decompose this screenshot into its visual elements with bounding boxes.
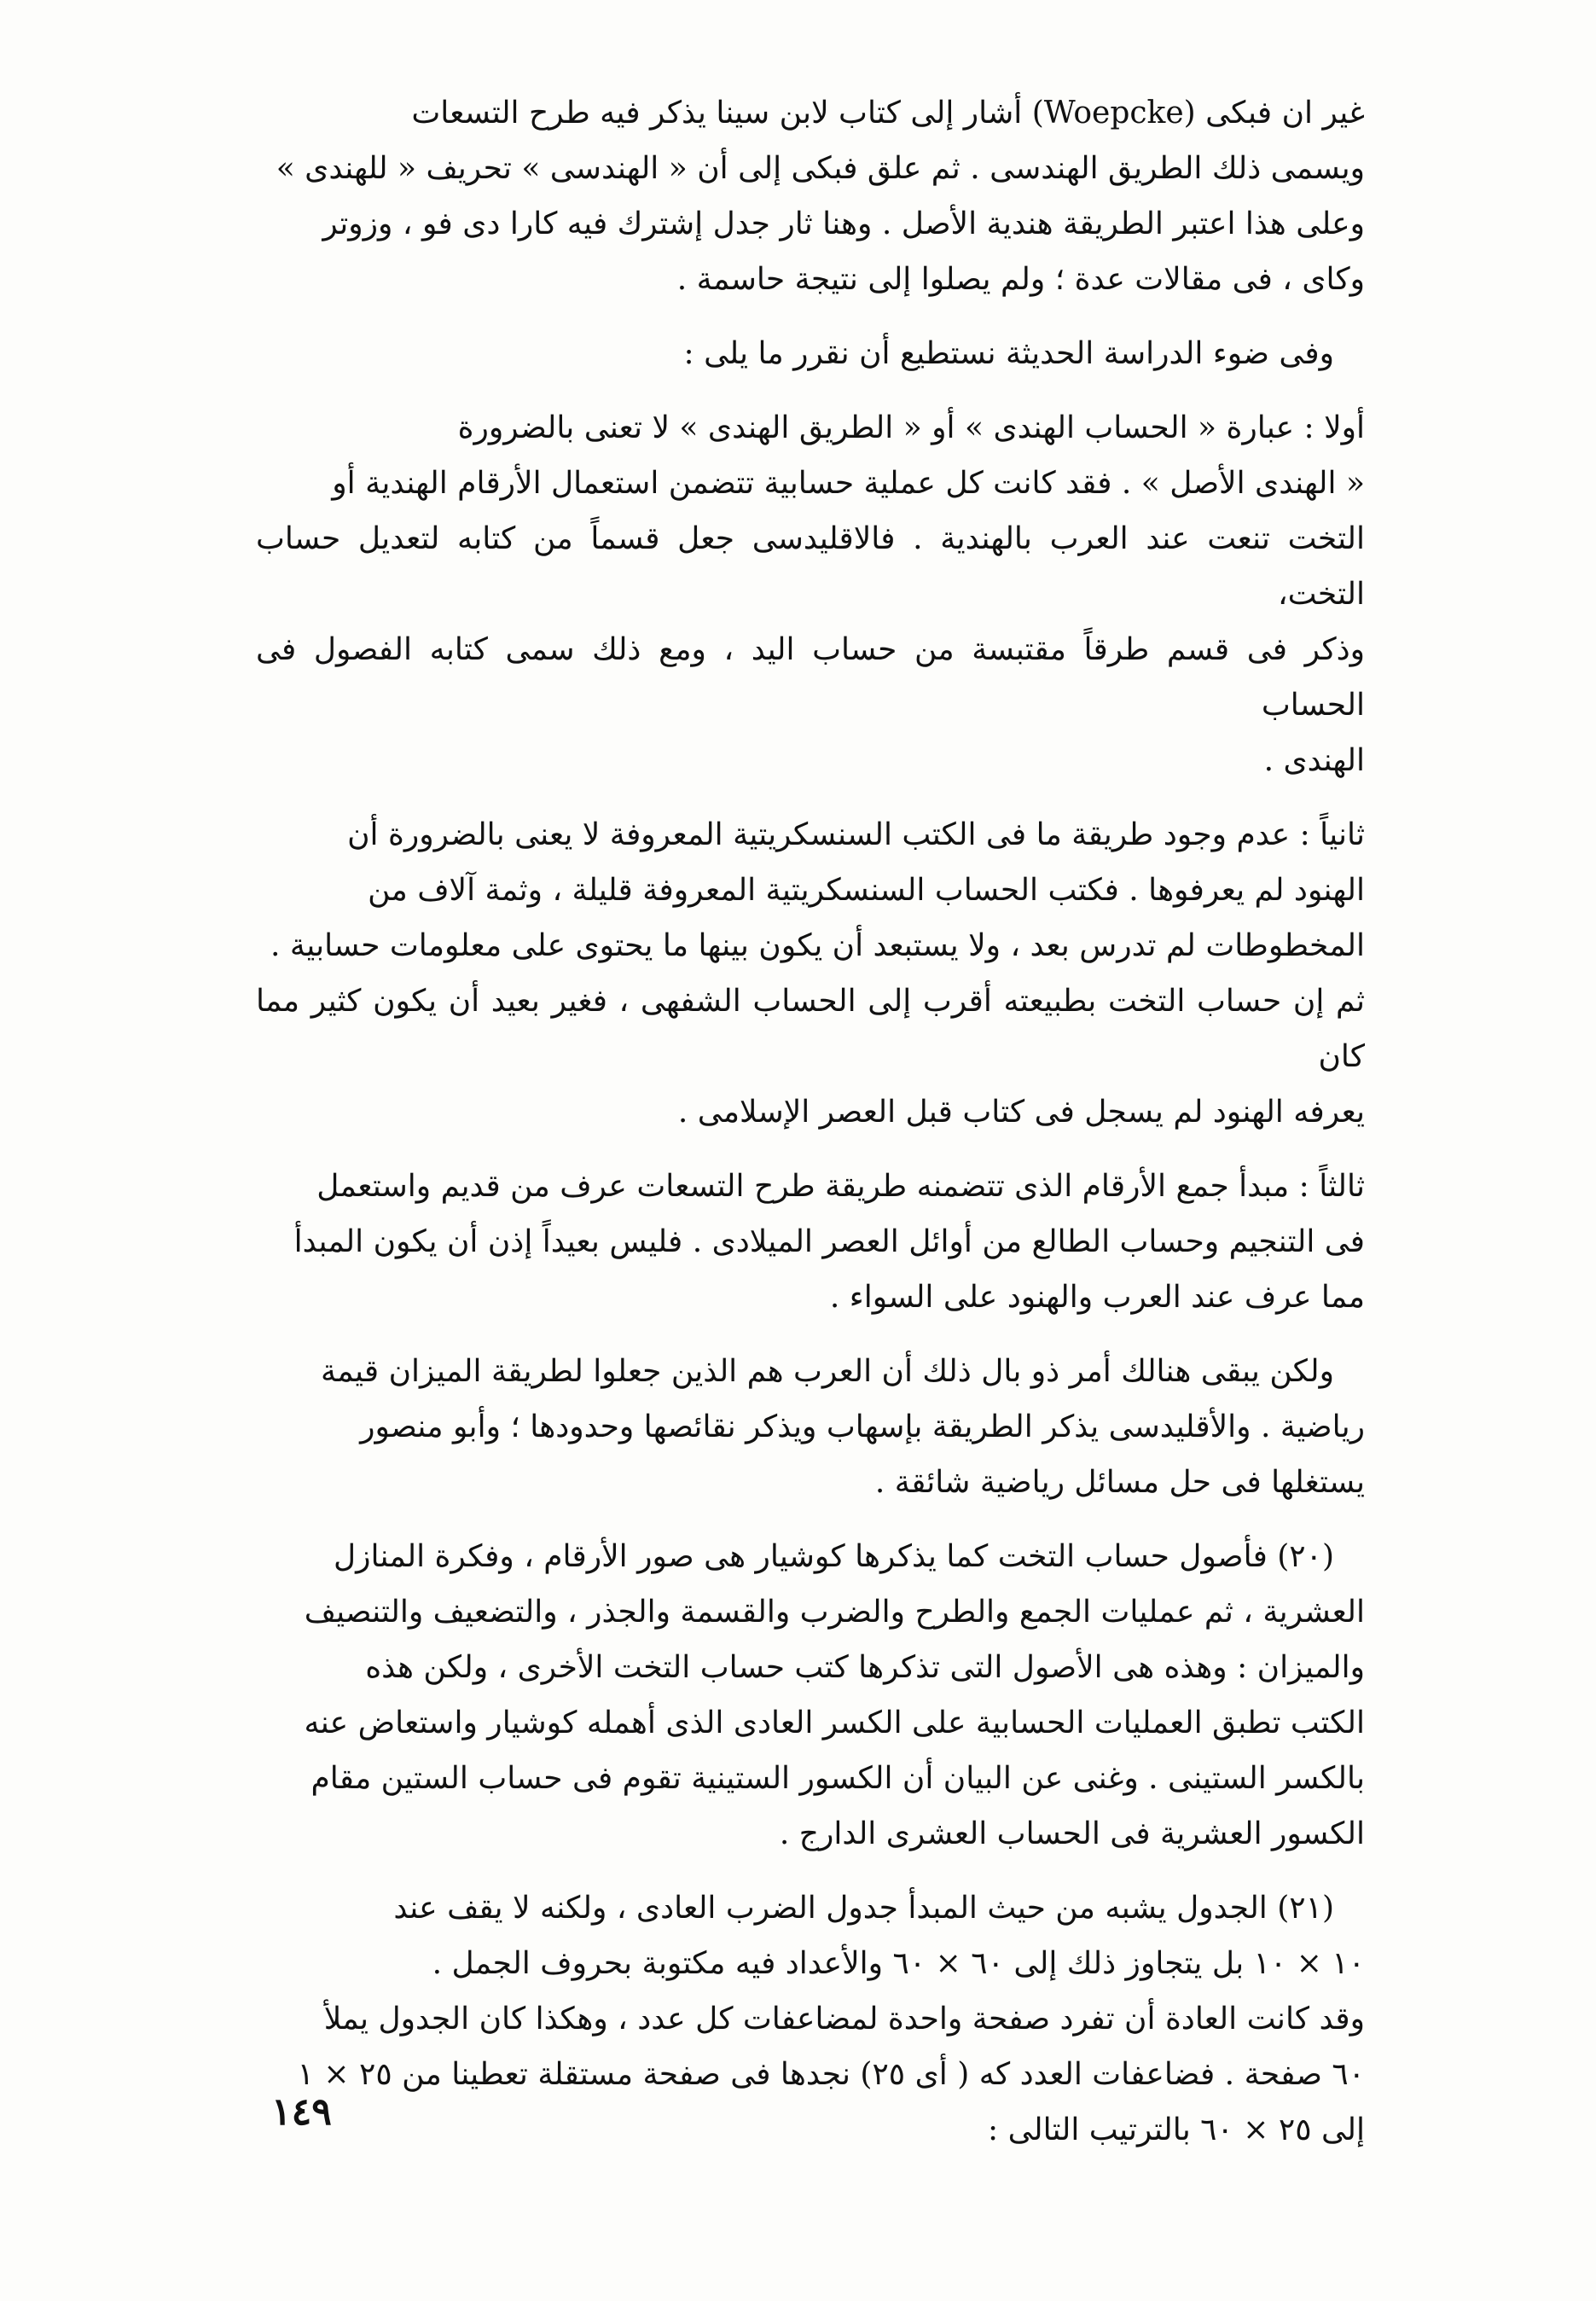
paragraph-woepcke: غير ان فبكى (Woepcke) أشار إلى كتاب لابن سينا يذكر فيه طرح التسعات ويسمى ذلك الطريق الهندسى . ثم علق فبكى إلى أن « الهندسى » تحريف « للهندى » وعلى هذا اعتبر الطريقة هندية الأصل . وهنا ثار جدل إشترك فيه كارا دى فو ، وزوتر وكاى ، فى مقالات عدة ؛ ولم يصلوا إلى نتيجة حاسمة . bbox=[276, 96, 1365, 297]
paragraph-mizan-value: ولكن يبقى هنالك أمر ذو بال ذلك أن العرب هم الذين جعلوا لطريقة الميزان قيمة رياضية . والأقليدسى يذكر الطريقة بإسهاب ويذكر نقائصها وحدودها ؛ وأبو منصور يستغلها فى حل مسائل رياضية شائقة . bbox=[320, 1354, 1365, 1500]
paragraph-second-point: ثانياً : عدم وجود طريقة ما فى الكتب السنسكريتية المعروفة لا يعنى بالضرورة أن الهنود لم يعرفوها . فكتب الحساب السنسكريتية المعروفة قليلة ، وثمة آلاف من المخطوطات لم تدرس بعد ، ولا يستبعد أن يكون بينها ما يحتوى على معلومات حسابية . ثم إن حساب التخت بطبيعته أقرب إلى الحساب الشفهى ، فغير بعيد أن يكون كثير مما كان يعرفه الهنود لم يسجل فى كتاب قبل العصر الإسلامى . bbox=[256, 817, 1365, 1130]
page-number: ١٤٩ bbox=[271, 2090, 332, 2134]
paragraph-first-point: أولا : عبارة « الحساب الهندى » أو « الطريق الهندى » لا تعنى بالضرورة « الهندى الأصل » . فقد كانت كل عملية حسابية تتضمن استعمال الأرقام الهندية أو التخت تنعت عند العرب بالهندية . فالاقليدسى جعل قسماً من كتابه لتعديل حساب التخت، وذكر فى قسم طرقاً مقتبسة من حساب اليد ، ومع ذلك سمى كتابه الفصول فى الحساب الهندى . bbox=[256, 410, 1365, 778]
footnote-21: (٢١) الجدول يشبه من حيث المبدأ جدول الضرب العادى ، ولكنه لا يقف عند ١٠ × ١٠ بل يتجاوز ذلك إلى ٦٠ × ٦٠ والأعداد فيه مكتوبة بحروف الجمل . وقد كانت العادة أن تفرد صفحة واحدة لمضاعفات كل عدد ، وهكذا كان الجدول يملأ ٦٠ صفحة . فضاعفات العدد كه ( أى ٢٥) نجدها فى صفحة مستقلة تعطينا من ٢٥ × ١ إلى ٢٥ × ٦٠ بالترتيب التالى : bbox=[297, 1891, 1365, 2147]
footnote-20: (٢٠) فأصول حساب التخت كما يذكرها كوشيار هى صور الأرقام ، وفكرة المنازل العشرية ، ثم عمليات الجمع والطرح والضرب والقسمة والجذر ، والتضعيف والتنصيف والميزان : وهذه هى الأصول التى تذكرها كتب حساب التخت الأخرى ، ولكن هذه الكتب تطبق العمليات الحسابية على الكسر العادى الذى أهمله كوشيار واستعاض عنه بالكسر الستينى . وغنى عن البيان أن الكسور الستينية تقوم فى حساب الستين مقام الكسور العشرية فى الحساب العشرى الدارج . bbox=[304, 1539, 1365, 1851]
paragraph-third-point: ثالثاً : مبدأ جمع الأرقام الذى تتضمنه طريقة طرح التسعات عرف من قديم واستعمل فى التنجيم وحساب الطالع من أوائل العصر الميلادى . فليس بعيداً إذن أن يكون المبدأ مما عرف عند العرب والهنود على السواء . bbox=[293, 1169, 1365, 1315]
paragraph-intro: وفى ضوء الدراسة الحديثة نستطيع أن نقرر ما يلى : bbox=[683, 336, 1334, 371]
body-text bbox=[256, 85, 1365, 2158]
